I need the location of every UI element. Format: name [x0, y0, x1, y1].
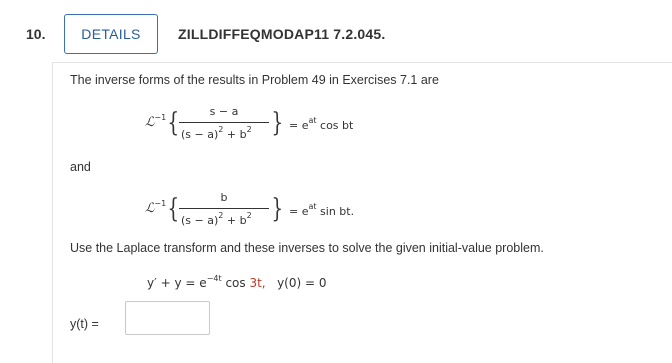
fraction-denominator: $(s - a)^2 + b^2$: [181, 211, 252, 227]
formula-inverse-sin: [145, 189, 485, 233]
answer-input[interactable]: [125, 301, 210, 335]
fraction-bar: [179, 122, 269, 123]
formula-rhs: = $e^{at}$ cos bt: [289, 116, 354, 132]
details-button[interactable]: DETAILS: [64, 14, 158, 54]
fraction-numerator: s − a: [209, 105, 239, 118]
initial-value-problem: $y' + y = e^{-4t}$ cos 3t, y(0) = 0: [147, 274, 327, 290]
fraction-bar: [179, 208, 269, 209]
right-brace: }: [271, 108, 284, 138]
question-header: [0, 0, 672, 66]
answer-label: y(t) =: [70, 317, 99, 331]
left-brace: {: [167, 108, 180, 138]
laplace-symbol: ℒ$^{-1}$: [145, 199, 167, 216]
problem-id: ZILLDIFFEQMODAP11 7.2.045.: [178, 26, 386, 42]
left-brace: {: [167, 194, 180, 224]
fraction-numerator: b: [220, 191, 228, 204]
right-brace: }: [271, 194, 284, 224]
formula-rhs: = $e^{at}$ sin bt.: [289, 202, 355, 218]
cos-coefficient: 3t,: [249, 276, 266, 290]
fraction-denominator: $(s - a)^2 + b^2$: [181, 125, 252, 141]
and-text: and: [70, 160, 91, 174]
intro-text: The inverse forms of the results in Problem 49 in Exercises 7.1 are: [70, 73, 439, 87]
laplace-symbol: ℒ$^{-1}$: [145, 113, 167, 130]
formula-inverse-cos: [145, 103, 485, 147]
instruction-text: Use the Laplace transform and these inverses to solve the given initial-value problem.: [70, 241, 544, 255]
question-number: 10.: [26, 26, 46, 42]
